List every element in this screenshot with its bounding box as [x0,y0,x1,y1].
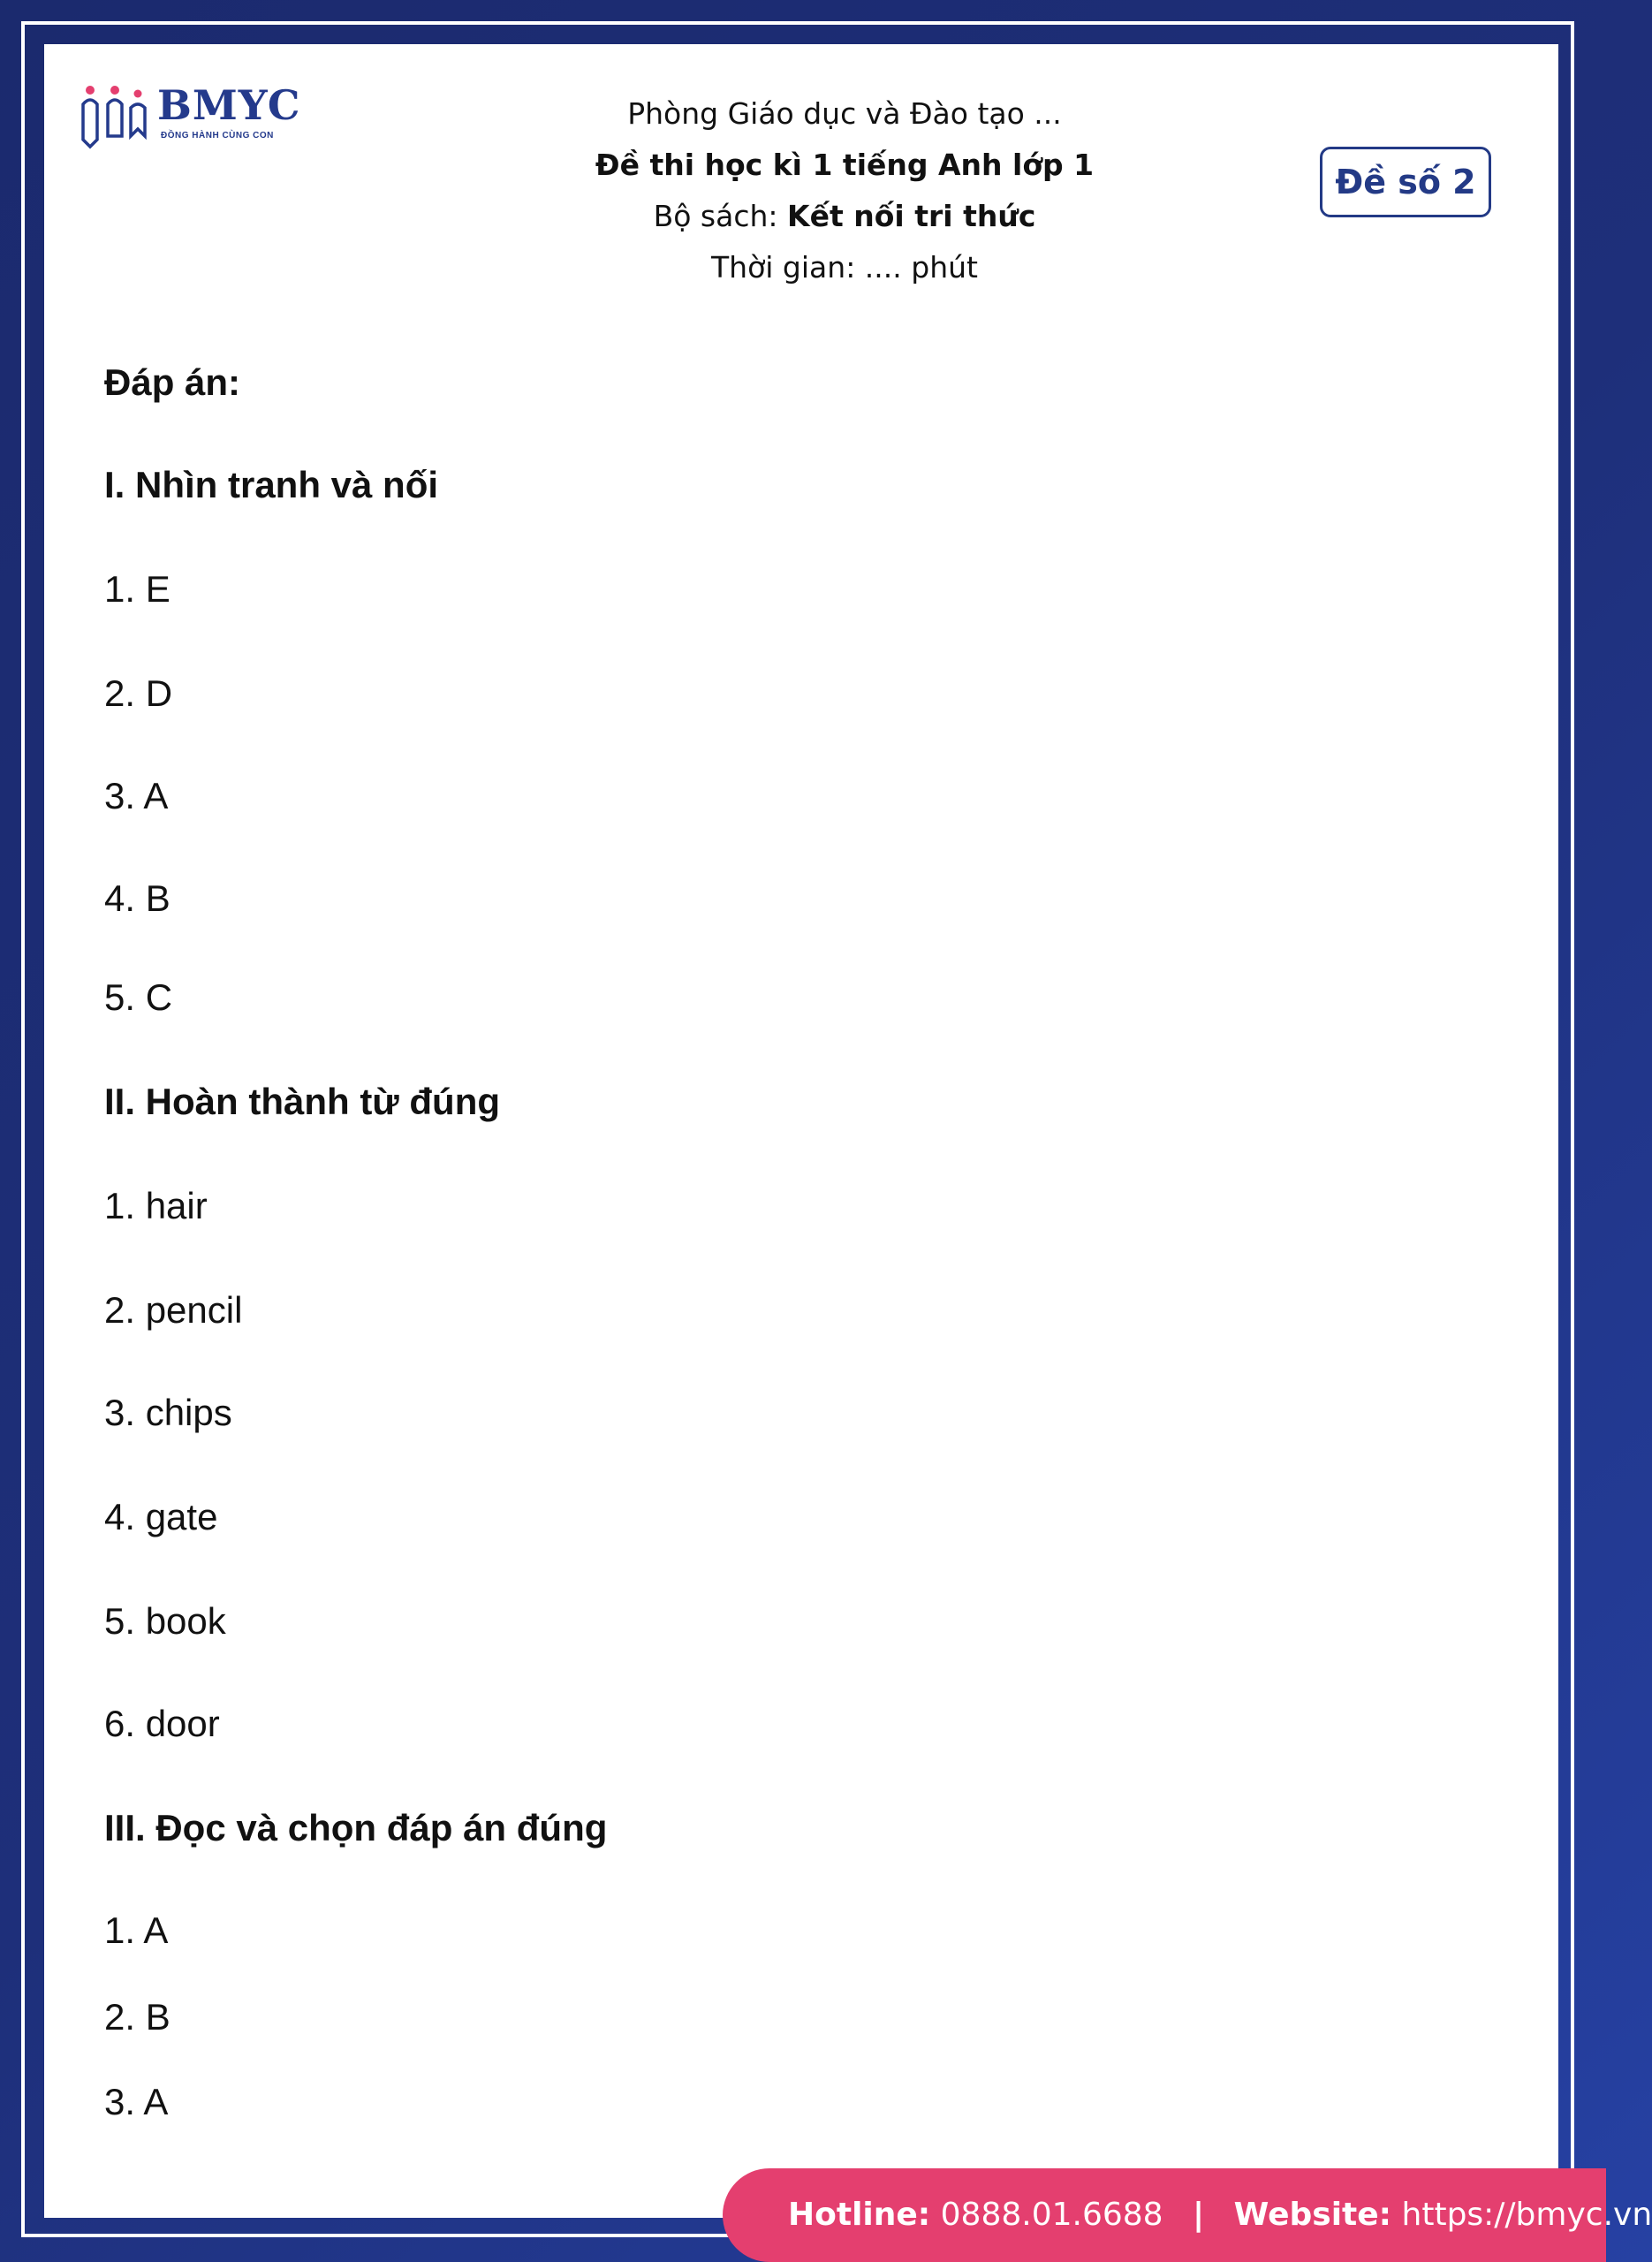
website-link[interactable]: https://bmyc.vn [1401,2197,1652,2233]
website-label: Website: [1233,2197,1392,2233]
section-heading: II. Hoàn thành từ đúng [104,1081,501,1122]
section-heading: III. Đọc và chọn đáp án đúng [104,1807,608,1848]
answer-item: 5. book [104,1600,226,1642]
answer-item: 5. C [104,976,173,1018]
exam-title: Đề thi học kì 1 tiếng Anh lớp 1 [595,148,1095,182]
answer-item: 4. B [104,877,171,919]
answer-title: Đáp án: [104,361,241,403]
answer-item: 1. A [104,1909,169,1951]
answer-item: 2. D [104,672,173,714]
department-line: Phòng Giáo dục và Đào tạo ... [627,96,1062,131]
exam-header [398,88,1292,293]
answer-item: 2. pencil [104,1289,243,1331]
answer-item: 3. chips [104,1392,232,1433]
logo-figures-icon [80,71,155,159]
footer-separator: | [1193,2197,1205,2233]
contact-footer [723,2168,1652,2262]
logo-wordmark: BMYC [157,81,301,129]
brand-logo [80,71,309,159]
footer-text [788,2168,1652,2262]
book-name: Kết nối tri thức [787,199,1036,233]
answer-item: 3. A [104,775,169,816]
hotline-number[interactable]: 0888.01.6688 [940,2197,1163,2233]
answer-item: 4. gate [104,1496,218,1537]
answer-item: 1. E [104,568,171,610]
exam-number-badge: Đề số 2 [1320,147,1491,217]
section-heading: I. Nhìn tranh và nối [104,464,439,505]
answer-item: 3. A [104,2081,169,2122]
hotline-label: Hotline: [788,2197,931,2233]
document-page [44,44,1558,2218]
book-prefix: Bộ sách: [653,199,778,233]
time-line: Thời gian: .... phút [711,250,978,285]
answer-item: 6. door [104,1703,220,1744]
answer-item: 1. hair [104,1185,208,1226]
answer-item: 2. B [104,1996,171,2038]
logo-tagline: ĐỒNG HÀNH CÙNG CON [161,131,274,140]
book-line [398,191,1292,242]
